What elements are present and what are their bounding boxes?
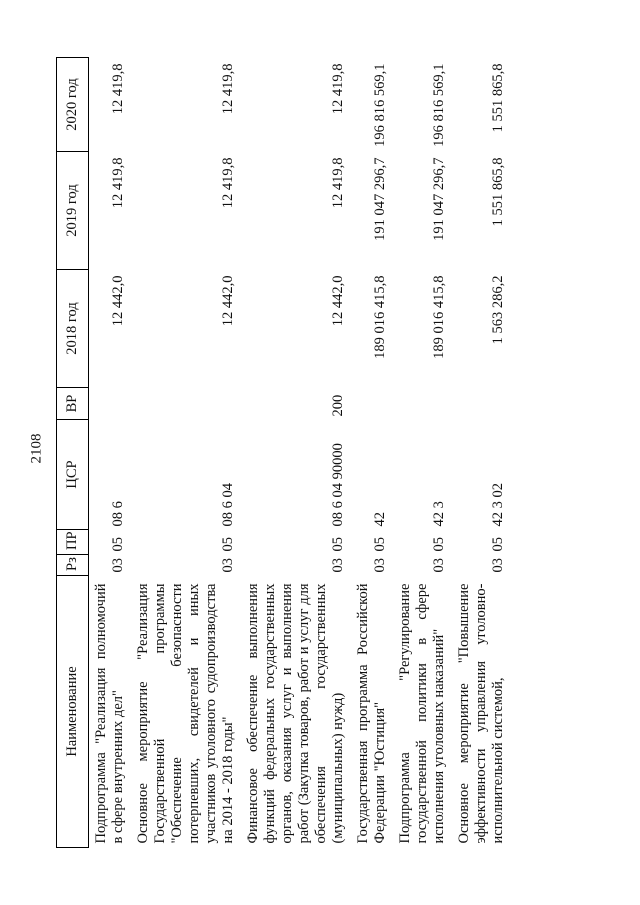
row-rz: 03 — [372, 558, 388, 573]
table-row — [241, 58, 351, 848]
row-vr — [351, 388, 393, 420]
row-pr: 05 — [372, 537, 388, 552]
row-2019: 191 047 296,7 — [372, 157, 388, 241]
rotated-page — [56, 58, 616, 848]
table-row — [452, 58, 511, 848]
row-pr: 05 — [110, 537, 126, 552]
row-vr — [393, 388, 452, 420]
row-2019: 12 419,8 — [220, 157, 236, 209]
header-2018: 2018 год — [57, 270, 89, 388]
row-2018: 12 442,0 — [220, 275, 236, 327]
budget-table — [56, 57, 511, 848]
header-rz: Рз — [57, 555, 89, 576]
row-name: Финансовое обеспечение выполнения функций федеральных государственных органов, оказания услуг и выполнения работ (Закупка товаров, работ и услуг для обеспечения государственных (муниципальных) нужд) — [245, 583, 346, 844]
table-row — [351, 58, 393, 848]
header-2020: 2020 год — [57, 58, 89, 152]
row-rz: 03 — [490, 558, 506, 573]
row-2020: 12 419,8 — [110, 63, 126, 115]
row-csr: 42 3 02 — [490, 483, 506, 527]
row-2020: 12 419,8 — [220, 63, 236, 115]
row-csr: 08 6 04 — [220, 483, 236, 527]
header-pr: ПР — [57, 530, 89, 555]
row-name: Подпрограмма "Реализация полномочий в сфере внутренних дел" — [93, 583, 126, 844]
row-2018: 12 442,0 — [110, 275, 126, 327]
header-vr: ВР — [57, 388, 89, 420]
row-2020: 196 816 569,1 — [372, 63, 388, 147]
row-name: Основное мероприятие "Повышение эффективности управления уголовно-исполнительной системой, — [456, 583, 506, 844]
header-csr: ЦСР — [57, 420, 89, 530]
row-pr: 05 — [220, 537, 236, 552]
row-pr: 05 — [490, 537, 506, 552]
table-row — [131, 58, 241, 848]
row-pr: 05 — [330, 537, 346, 552]
row-rz: 03 — [110, 558, 126, 573]
row-csr: 42 3 — [431, 501, 447, 527]
row-csr: 08 6 04 90000 — [330, 443, 346, 527]
row-rz: 03 — [330, 558, 346, 573]
row-csr: 42 — [372, 512, 388, 527]
table-row — [89, 58, 132, 848]
row-2019: 12 419,8 — [110, 157, 126, 209]
row-vr: 200 — [330, 394, 346, 417]
row-2019: 12 419,8 — [330, 157, 346, 209]
row-rz: 03 — [220, 558, 236, 573]
row-name: Основное мероприятие "Реализация Государственной программы "Обеспечение безопасности потерпевших, свидетелей и иных участников уголовного судопроизводства на 2014 - 2018 годы" — [135, 583, 236, 844]
row-2020: 196 816 569,1 — [431, 63, 447, 147]
row-vr — [131, 388, 241, 420]
header-2019: 2019 год — [57, 152, 89, 270]
row-2018: 1 563 286,2 — [490, 275, 506, 345]
row-vr — [89, 388, 132, 420]
page-number: 2108 — [28, 433, 45, 464]
row-2020: 1 551 865,8 — [490, 63, 506, 133]
row-name: Государственная программа Российской Федерации "Юстиция" — [355, 583, 388, 844]
row-2019: 1 551 865,8 — [490, 157, 506, 227]
header-name: Наименование — [57, 576, 89, 848]
table-row — [393, 58, 452, 848]
row-pr: 05 — [431, 537, 447, 552]
row-2018: 189 016 415,8 — [372, 275, 388, 359]
row-rz: 03 — [431, 558, 447, 573]
row-2020: 12 419,8 — [330, 63, 346, 115]
row-vr — [452, 388, 511, 420]
row-csr: 08 6 — [110, 501, 126, 527]
header-row — [57, 58, 89, 848]
row-2019: 191 047 296,7 — [431, 157, 447, 241]
row-2018: 12 442,0 — [330, 275, 346, 327]
row-name: Подпрограмма "Регулирование государственной политики в сфере исполнения уголовных наказаний" — [397, 583, 447, 844]
row-2018: 189 016 415,8 — [431, 275, 447, 359]
